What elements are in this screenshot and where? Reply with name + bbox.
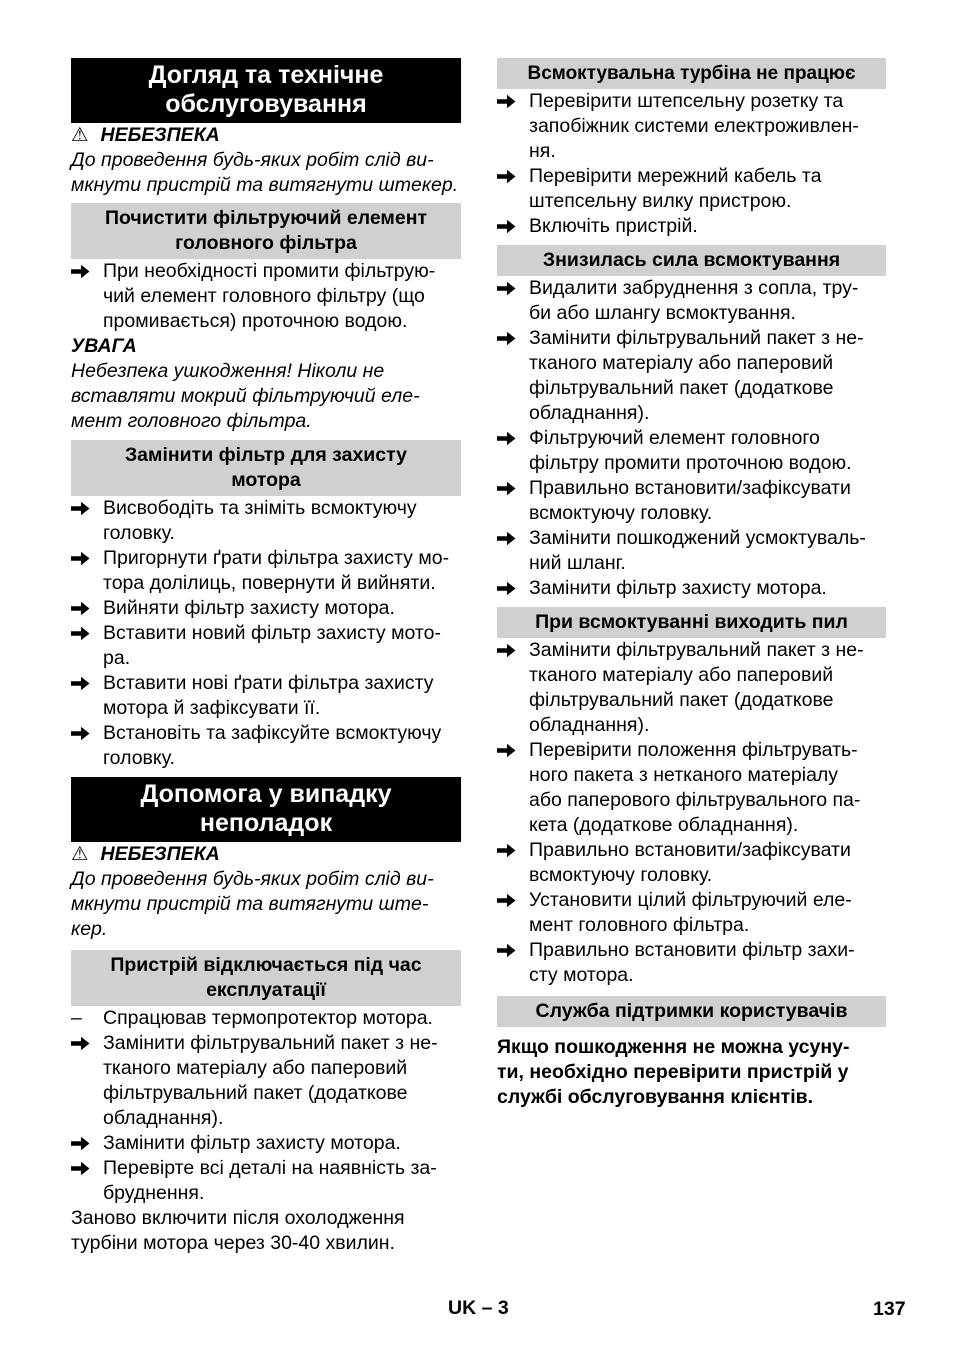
list-item-line: Замінити фільтрувальний пакет з не-	[103, 1032, 438, 1054]
list-item-line: При необхідності промити фільтрую-	[103, 260, 436, 282]
list-item-line: мотора й зафіксувати її.	[103, 697, 321, 719]
warning-triangle-icon: ⚠	[71, 124, 89, 146]
list-item-line: тора долілиць, повернути й вийняти.	[103, 572, 436, 594]
caution-text-line: мент головного фільтра.	[71, 410, 312, 432]
heading-line: Догляд та технічне	[148, 61, 384, 89]
list-item-line: промивається) проточною водою.	[103, 310, 408, 332]
subheading-suction-reduced: Знизилась сила всмоктування	[497, 245, 886, 276]
customer-service-text	[497, 1035, 886, 1110]
dash-bullet: –	[71, 1007, 82, 1029]
list-item-line: Замінити фільтр захисту мотора.	[529, 577, 827, 599]
steps-suction-reduced	[497, 276, 886, 601]
caution-notice	[71, 334, 461, 434]
list-item-line: фільтрувальний пакет (додаткове	[103, 1082, 408, 1104]
list-item-line: всмоктуючу головку.	[529, 502, 713, 524]
heading-line: головного фільтра	[175, 232, 357, 254]
list-item-line: Перевірити штепсельну розетку та	[529, 90, 844, 112]
list-item	[497, 276, 886, 326]
arrow-right-icon	[71, 259, 95, 279]
danger-title-row	[71, 123, 461, 148]
arrow-right-icon	[497, 89, 521, 109]
arrow-right-icon	[497, 576, 521, 596]
list-item-line: тканого матеріалу або паперовий	[529, 664, 834, 686]
list-item	[71, 259, 461, 334]
list-item-line: ня.	[529, 140, 556, 162]
arrow-right-icon	[497, 326, 521, 346]
arrow-right-icon	[497, 476, 521, 496]
caution-text-line: Небезпека ушкодження! Ніколи не	[71, 360, 385, 382]
arrow-right-icon	[71, 621, 95, 641]
page-number: 137	[873, 1298, 906, 1320]
steps-turbine-not-working	[497, 89, 886, 239]
service-text-line: Якщо пошкодження не можна усуну-	[497, 1036, 850, 1058]
danger-title: НЕБЕЗПЕКА	[100, 843, 220, 865]
arrow-right-icon	[497, 526, 521, 546]
list-item-line: фільтрувальний пакет (додаткове	[529, 689, 834, 711]
heading-line: Допомога у випадку	[140, 780, 392, 808]
list-item-line: Перевірити положення фільтрувать-	[529, 739, 858, 761]
list-item	[497, 638, 886, 738]
list-item	[71, 1006, 461, 1031]
subheading-customer-service: Служба підтримки користувачів	[497, 996, 886, 1027]
list-item-line: Фільтруючий елемент головного	[529, 427, 820, 449]
list-item-line: ного пакета з нетканого матеріалу	[529, 764, 839, 786]
list-item-line: Встановіть та зафіксуйте всмоктуючу	[103, 722, 442, 744]
arrow-right-icon	[497, 164, 521, 184]
heading-line: Почистити фільтруючий елемент	[104, 207, 428, 229]
arrow-right-icon	[71, 496, 95, 516]
list-item	[497, 214, 886, 239]
list-item-line: Вставити новий фільтр захисту мото-	[103, 622, 441, 644]
list-item-line: тканого матеріалу або паперовий	[103, 1057, 408, 1079]
list-item-line: запобіжник системи електроживлен-	[529, 115, 859, 137]
steps-clean-filter	[71, 259, 461, 334]
left-column	[71, 58, 461, 1256]
steps-dust-escapes	[497, 638, 886, 988]
danger-text-line: мкнути пристрій та витягнути ште-	[71, 893, 429, 915]
list-item-line: Замінити фільтрувальний пакет з не-	[529, 639, 864, 661]
list-item	[497, 526, 886, 576]
list-item-line: фільтру промити проточною водою.	[529, 452, 852, 474]
steps-replace-motor-filter	[71, 496, 461, 771]
list-item-line: головку.	[103, 522, 175, 544]
danger-text-line: кер.	[71, 918, 108, 940]
list-item	[71, 1131, 461, 1156]
list-item-line: Вставити нові ґрати фільтра захисту	[103, 672, 434, 694]
subheading-device-shuts-off	[71, 950, 461, 1006]
list-item-line: обладнання).	[529, 714, 650, 736]
arrow-right-icon	[497, 214, 521, 234]
list-item-line: Замінити фільтр захисту мотора.	[103, 1132, 401, 1154]
list-item	[497, 426, 886, 476]
subheading-clean-filter	[71, 203, 461, 259]
arrow-right-icon	[71, 1031, 95, 1051]
arrow-right-icon	[497, 938, 521, 958]
danger-text-line: мкнути пристрій та витягнути штекер.	[71, 174, 459, 196]
list-item-line: Перевірте всі деталі на наявність за-	[103, 1157, 437, 1179]
list-item-line: Перевірити мережний кабель та	[529, 165, 822, 187]
danger-title-row	[71, 842, 461, 867]
right-column	[497, 58, 886, 1110]
list-item-line: штепсельну вилку пристрою.	[529, 190, 792, 212]
arrow-right-icon	[71, 546, 95, 566]
list-item-line: чий елемент головного фільтру (що	[103, 285, 425, 307]
list-item-line: обладнання).	[103, 1107, 224, 1129]
arrow-right-icon	[71, 671, 95, 691]
list-item	[497, 476, 886, 526]
heading-line: експлуатації	[206, 979, 326, 1001]
list-item-line: Установити цілий фільтруючий еле-	[529, 889, 852, 911]
danger-text-line: До проведення будь-яких робіт слід ви-	[71, 868, 434, 890]
warning-triangle-icon: ⚠	[71, 843, 89, 865]
list-item	[497, 89, 886, 164]
list-item-line: Вийняти фільтр захисту мотора.	[103, 597, 395, 619]
list-item-line: би або шлангу всмоктування.	[529, 302, 796, 324]
list-item	[71, 1031, 461, 1131]
list-item-line: обладнання).	[529, 402, 650, 424]
service-text-line: службі обслуговування клієнтів.	[497, 1086, 814, 1108]
list-item-line: ра.	[103, 647, 131, 669]
list-item-line: сту мотора.	[529, 964, 634, 986]
subheading-dust-escapes: При всмоктуванні виходить пил	[497, 607, 886, 638]
footer-section-label: UK – 3	[448, 1297, 509, 1319]
danger-text-line: До проведення будь-яких робіт слід ви-	[71, 149, 434, 171]
arrow-right-icon	[71, 1156, 95, 1176]
list-item	[497, 888, 886, 938]
list-item-line: Замінити пошкоджений усмоктуваль-	[529, 527, 866, 549]
list-item-line: Правильно встановити/зафіксувати	[529, 477, 851, 499]
list-item	[71, 496, 461, 546]
arrow-right-icon	[71, 1131, 95, 1151]
arrow-right-icon	[497, 426, 521, 446]
list-item	[71, 671, 461, 721]
list-item	[497, 838, 886, 888]
list-item-line: ний шланг.	[529, 552, 626, 574]
section-heading-troubleshooting	[71, 777, 461, 842]
heading-line: Пристрій відключається під час	[110, 954, 422, 976]
list-item-line: мент головного фільтра.	[529, 914, 750, 936]
arrow-right-icon	[497, 738, 521, 758]
list-item-line: фільтрувальний пакет (додаткове	[529, 377, 834, 399]
steps-device-shuts-off	[71, 1006, 461, 1206]
list-item-line: тканого матеріалу або паперовий	[529, 352, 834, 374]
list-item-line: або паперового фільтрувального па-	[529, 789, 861, 811]
list-item	[71, 596, 461, 621]
list-item-line: Пригорнути ґрати фільтра захисту мо-	[103, 547, 450, 569]
list-item	[497, 326, 886, 426]
arrow-right-icon	[497, 838, 521, 858]
list-item	[71, 721, 461, 771]
list-item-line: Правильно встановити/зафіксувати	[529, 839, 851, 861]
arrow-right-icon	[497, 888, 521, 908]
arrow-right-icon	[71, 721, 95, 741]
caution-text-line: вставляти мокрий фільтруючий еле-	[71, 385, 420, 407]
section-heading-care	[71, 58, 461, 123]
list-item	[497, 576, 886, 601]
subheading-replace-motor-filter	[71, 440, 461, 496]
heading-line: обслуговування	[165, 90, 367, 118]
list-item-line: кета (додаткове обладнання).	[529, 814, 799, 836]
restart-note-line: Заново включити після охолодження	[71, 1207, 405, 1229]
list-item	[497, 738, 886, 838]
arrow-right-icon	[497, 638, 521, 658]
list-item	[71, 546, 461, 596]
list-item-line: Замінити фільтрувальний пакет з не-	[529, 327, 864, 349]
restart-note-line: турбіни мотора через 30-40 хвилин.	[71, 1232, 395, 1254]
list-item	[497, 938, 886, 988]
list-item-line: бруднення.	[103, 1182, 205, 1204]
subheading-turbine-not-working: Всмоктувальна турбіна не працює	[497, 58, 886, 89]
list-item	[71, 1156, 461, 1206]
list-item-line: Видалити забруднення з сопла, тру-	[529, 277, 859, 299]
caution-title: УВАГА	[71, 335, 137, 357]
list-item-line: всмоктуючу головку.	[529, 864, 713, 886]
heading-line: мотора	[231, 469, 301, 491]
list-item-line: Спрацював термопротектор мотора.	[103, 1007, 433, 1029]
danger-notice	[71, 842, 461, 942]
heading-line: Замінити фільтр для захисту	[124, 444, 408, 466]
danger-title: НЕБЕЗПЕКА	[100, 124, 220, 146]
list-item-line: Правильно встановити фільтр захи-	[529, 939, 855, 961]
heading-line: неполадок	[199, 809, 333, 837]
arrow-right-icon	[71, 596, 95, 616]
list-item-line: головку.	[103, 747, 175, 769]
list-item	[71, 621, 461, 671]
danger-notice	[71, 123, 461, 198]
arrow-right-icon	[497, 276, 521, 296]
list-item	[497, 164, 886, 214]
list-item-line: Висвободіть та зніміть всмоктуючу	[103, 497, 417, 519]
list-item-line: Включіть пристрій.	[529, 215, 698, 237]
service-text-line: ти, необхідно перевірити пристрій у	[497, 1061, 849, 1083]
